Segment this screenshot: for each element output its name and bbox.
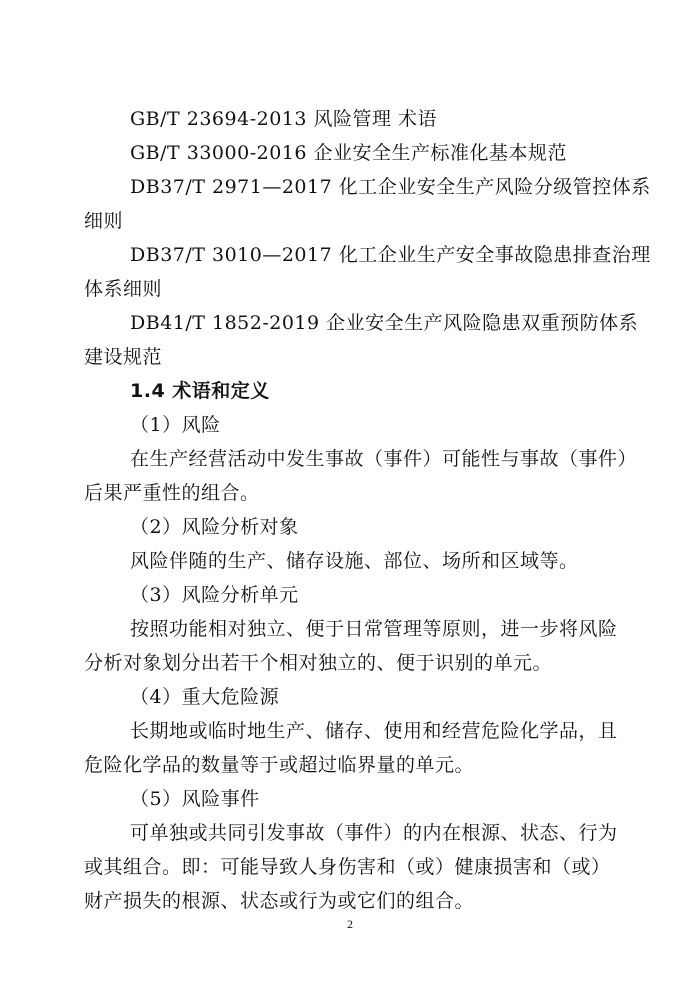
standard-ref-continuation: 建设规范 [84, 346, 163, 368]
term-definition: 可单独或共同引发事故（事件）的内在根源、状态、行为 [130, 822, 618, 844]
term-label: （3）风险分析单元 [130, 584, 299, 606]
term-definition: 长期地或临时地生产、储存、使用和经营危险化学品，且 [130, 720, 618, 742]
standard-ref: GB/T 23694-2013 风险管理 术语 [130, 108, 438, 130]
standard-ref: DB37/T 3010—2017 化工企业生产安全事故隐患排查治理 [130, 244, 651, 266]
term-definition: 或其组合。即：可能导致人身伤害和（或）健康损害和（或） [84, 856, 611, 878]
term-definition: 危险化学品的数量等于或超过临界量的单元。 [84, 754, 475, 776]
standard-ref: GB/T 33000-2016 企业安全生产标准化基本规范 [130, 142, 568, 164]
standard-ref-continuation: 细则 [84, 210, 124, 232]
term-definition: 后果严重性的组合。 [84, 482, 260, 504]
term-definition: 在生产经营活动中发生事故（事件）可能性与事故（事件） [130, 448, 638, 470]
section-heading: 1.4 术语和定义 [130, 380, 270, 402]
term-label: （5）风险事件 [130, 788, 260, 810]
term-label: （1）风险 [130, 414, 221, 436]
page-number: 2 [347, 917, 353, 931]
standard-ref: DB41/T 1852-2019 企业安全生产风险隐患双重预防体系 [130, 312, 639, 334]
term-definition: 风险伴随的生产、储存设施、部位、场所和区域等。 [130, 550, 579, 572]
term-definition: 财产损失的根源、状态或行为或它们的组合。 [84, 890, 475, 912]
standard-ref-continuation: 体系细则 [84, 278, 163, 300]
term-definition: 按照功能相对独立、便于日常管理等原则，进一步将风险 [130, 618, 618, 640]
term-label: （4）重大危险源 [130, 686, 280, 708]
term-definition: 分析对象划分出若干个相对独立的、便于识别的单元。 [84, 652, 553, 674]
standard-ref: DB37/T 2971—2017 化工企业安全生产风险分级管控体系 [130, 176, 651, 198]
term-label: （2）风险分析对象 [130, 516, 299, 538]
